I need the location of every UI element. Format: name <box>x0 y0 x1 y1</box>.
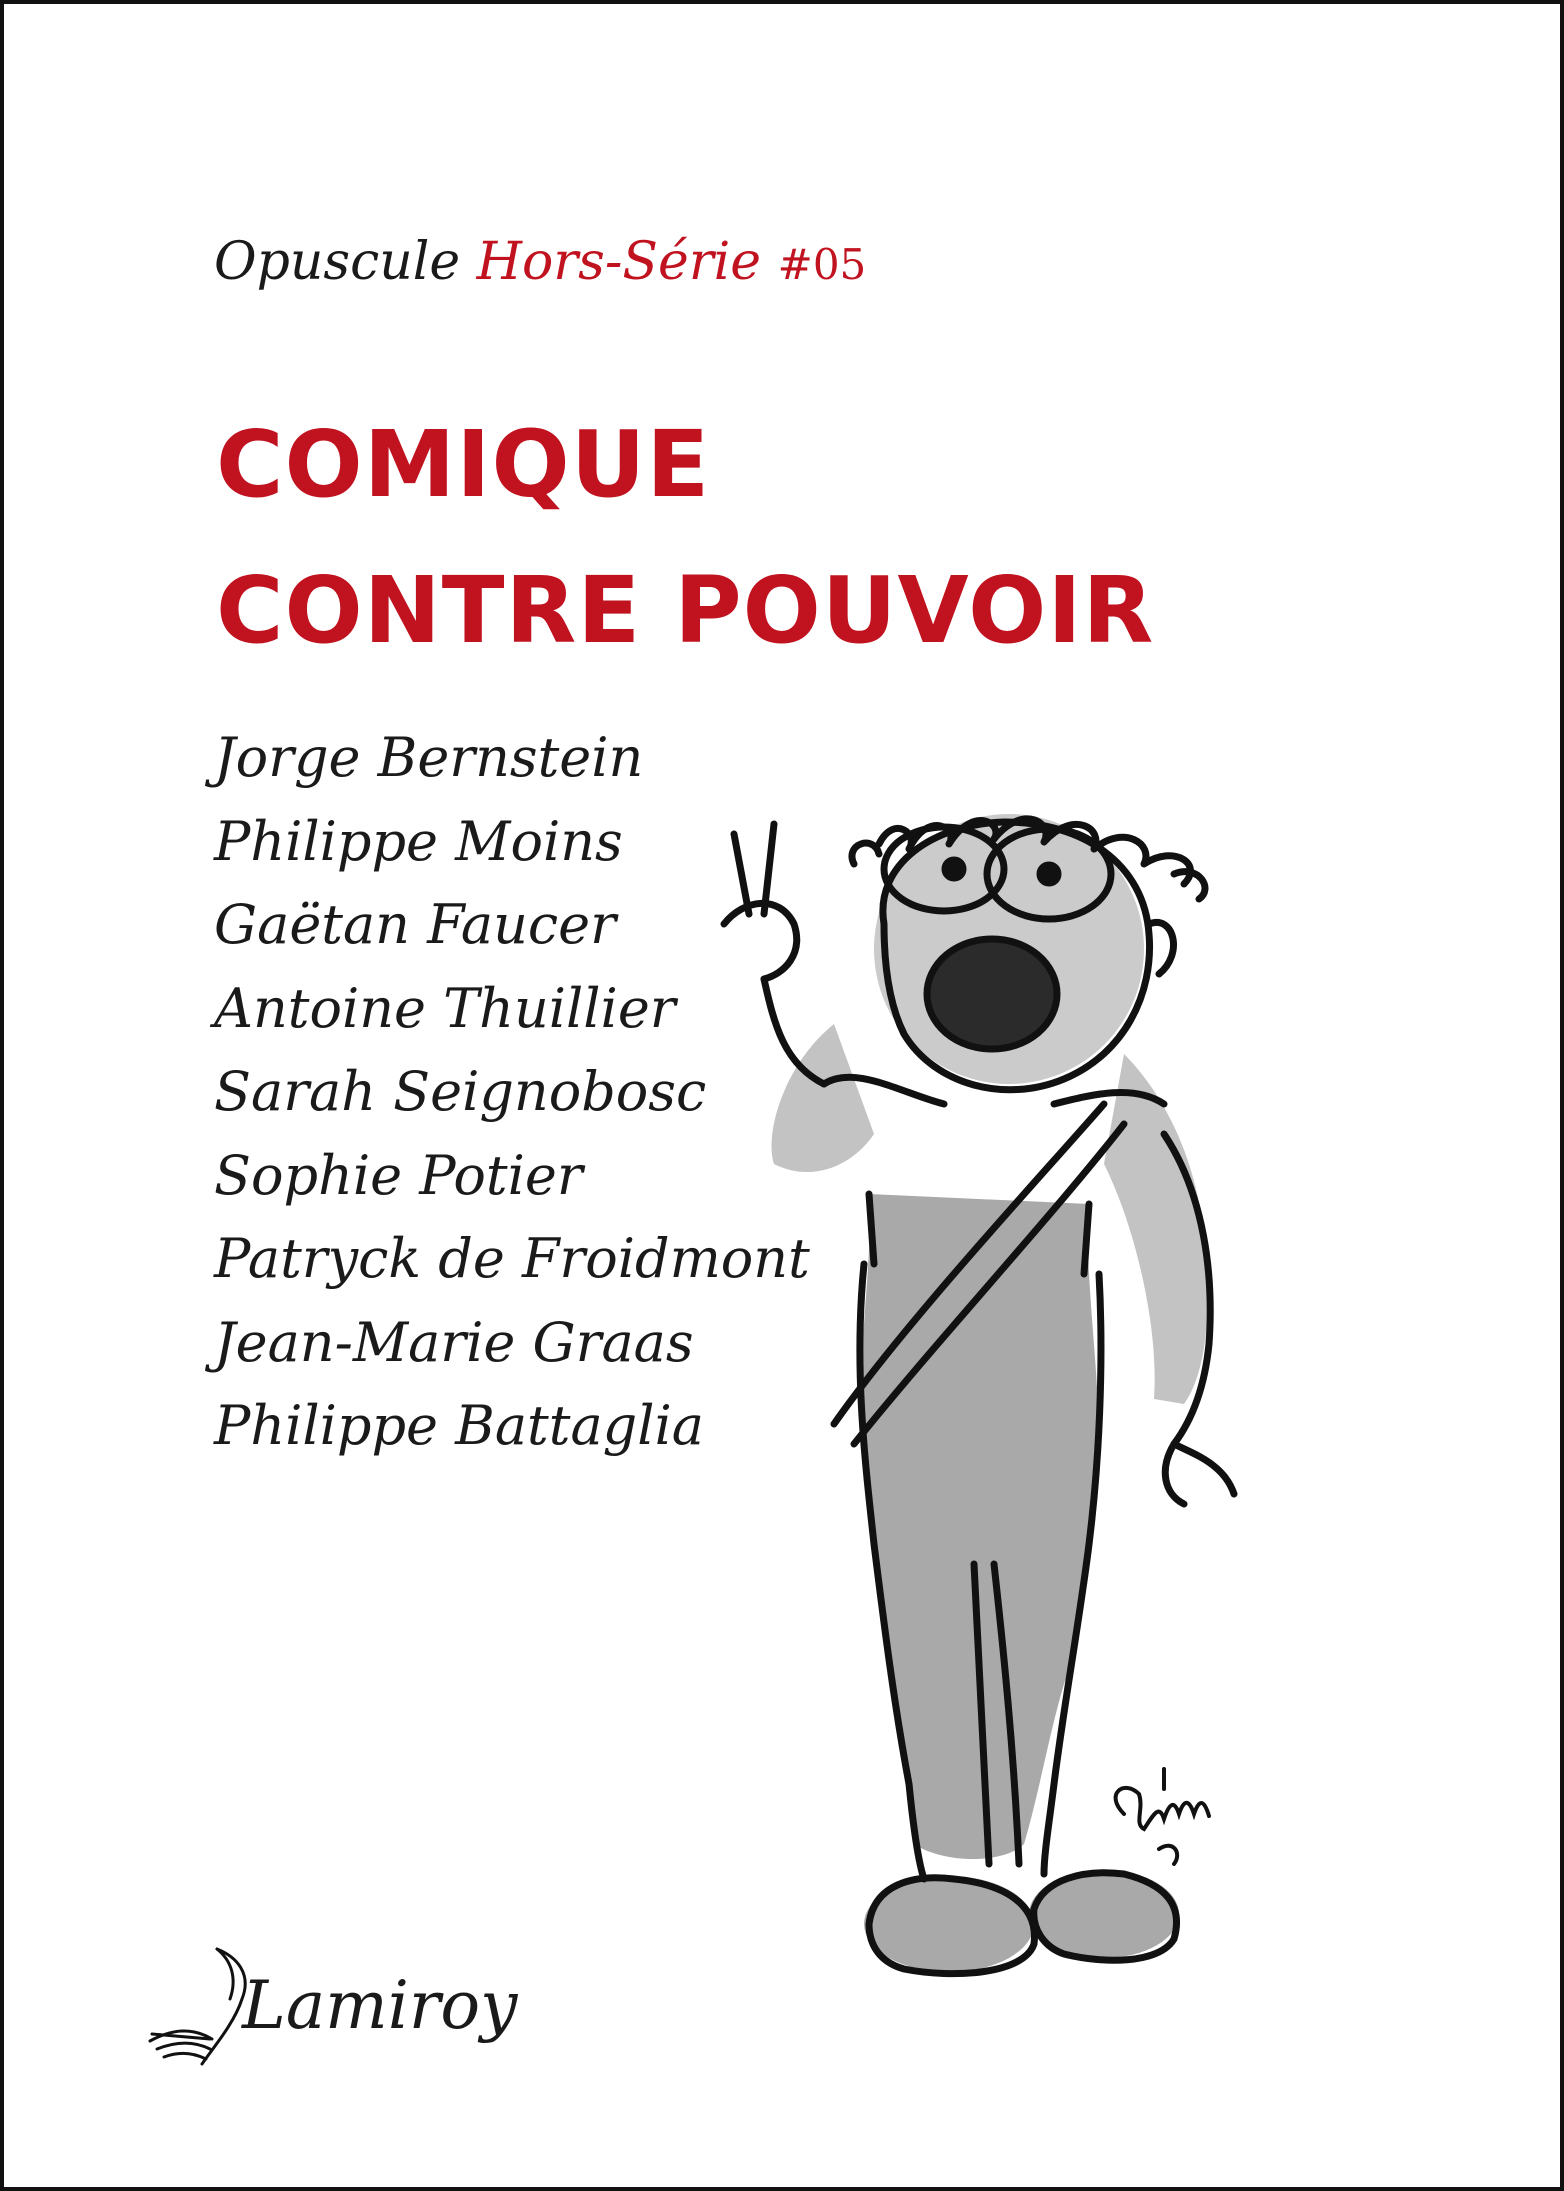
author-item: Philippe Moins <box>214 809 623 873</box>
series-prefix: Opuscule <box>214 232 461 292</box>
author-item: Sophie Potier <box>214 1143 583 1207</box>
series-line <box>214 232 866 292</box>
book-title <box>216 392 1154 684</box>
series-name: Hors-Série <box>476 232 762 292</box>
author-item: Patryck de Froidmont <box>214 1227 810 1290</box>
publisher-logo <box>142 1939 522 2089</box>
author-item: Gaëtan Faucer <box>214 893 616 956</box>
author-item: Jorge Bernstein <box>214 726 644 789</box>
publisher-name: Lamiroy <box>242 1967 518 2044</box>
cartoon-character-illustration <box>704 804 1304 1984</box>
series-number: #05 <box>777 240 867 289</box>
author-item: Antoine Thuillier <box>214 976 676 1040</box>
author-item: Sarah Seignobosc <box>214 1060 707 1123</box>
title-line-1: COMIQUE <box>216 411 711 518</box>
author-item: Philippe Battaglia <box>214 1394 704 1457</box>
title-line-2: CONTRE POUVOIR <box>216 557 1155 664</box>
author-item: Jean-Marie Graas <box>214 1310 694 1374</box>
